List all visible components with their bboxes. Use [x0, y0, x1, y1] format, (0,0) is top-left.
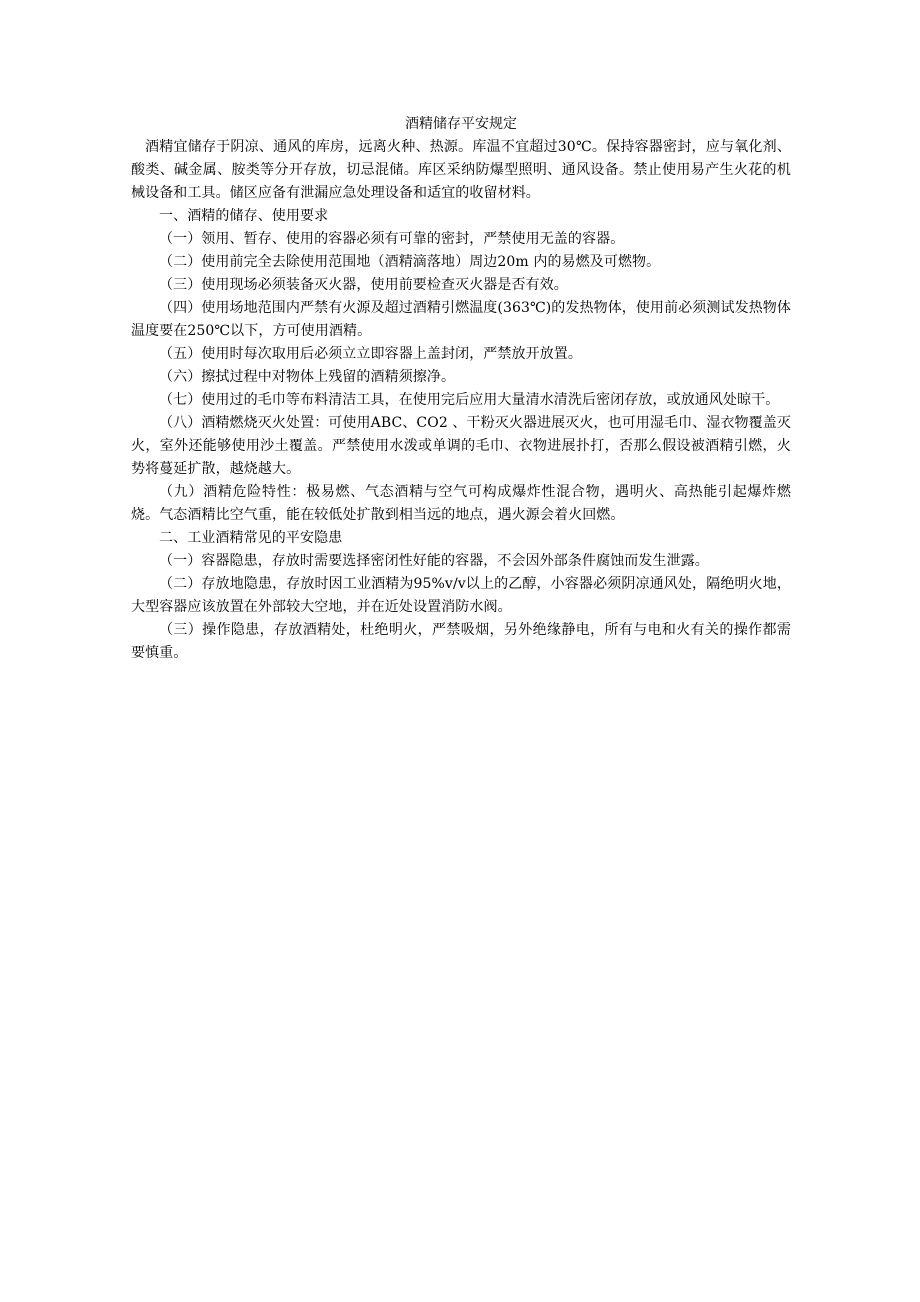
- section-2-item: （三）操作隐患，存放酒精处，杜绝明火，严禁吸烟，另外绝缘静电，所有与电和火有关的操作都需要慎重。: [131, 622, 791, 661]
- section-1-item: （三）使用现场必须装备灭火器，使用前要检查灭火器是否有效。: [159, 277, 568, 293]
- document-page: [131, 112, 791, 665]
- section-1-item: （七）使用过的毛巾等布料清洁工具，在使用完后应用大量清水清洗后密闭存放，或放通风处晾干。: [159, 392, 780, 408]
- section-1-item: （一）领用、暂存、使用的容器必须有可靠的密封，严禁使用无盖的容器。: [159, 231, 625, 247]
- section-1-item: （四）使用场地范围内严禁有火源及超过酒精引燃温度(363℃)的发热物体，使用前必须测试发热物体温度要在250℃以下，方可使用酒精。: [131, 300, 792, 339]
- section-2-item: （一）容器隐患，存放时需要选择密闭性好能的容器，不会因外部条件腐蚀而发生泄露。: [159, 553, 709, 569]
- section-1-item: （六）擦拭过程中对物体上残留的酒精须擦净。: [159, 369, 456, 385]
- section-1-item: （九）酒精危险特性：极易燃、气态酒精与空气可构成爆炸性混合物，遇明火、高热能引起爆炸燃烧。气态酒精比空气重，能在较低处扩散到相当远的地点，遇火源会着火回燃。: [131, 484, 791, 523]
- document-title: 酒精储存平安规定: [405, 116, 517, 132]
- section-1-item: （八）酒精燃烧灭火处置：可使用ABC、CO2 、干粉灭火器进展灭火，也可用湿毛巾、湿衣物覆盖灭火，室外还能够使用沙土覆盖。严禁使用水泼或单调的毛巾、衣物进展扑打，否那么假设被酒精引燃，火势将蔓延扩散，越烧越大。: [131, 415, 791, 477]
- section-1-item: （二）使用前完全去除使用范围地（酒精滴落地）周边20m 内的易燃及可燃物。: [159, 254, 661, 270]
- section-2-heading: 二、工业酒精常见的平安隐患: [159, 530, 343, 546]
- section-1-heading: 一、酒精的储存、使用要求: [159, 208, 329, 224]
- section-1-item: （五）使用时每次取用后必须立立即容器上盖封闭，严禁放开放置。: [159, 346, 582, 362]
- section-2-item: （二）存放地隐患，存放时因工业酒精为95%v/v以上的乙醇，小容器必须阴凉通风处，隔绝明火地，大型容器应该放置在外部较大空地，并在近处设置消防水阀。: [131, 576, 791, 615]
- intro-paragraph: 酒精宜储存于阴凉、通风的库房，远离火种、热源。库温不宜超过30℃。保持容器密封，应与氧化剂、酸类、碱金属、胺类等分开存放，切忌混储。库区采纳防爆型照明、通风设备。禁止使用易产生火花的机械设备和工具。储区应备有泄漏应急处理设备和适宜的收留材料。: [131, 139, 791, 201]
